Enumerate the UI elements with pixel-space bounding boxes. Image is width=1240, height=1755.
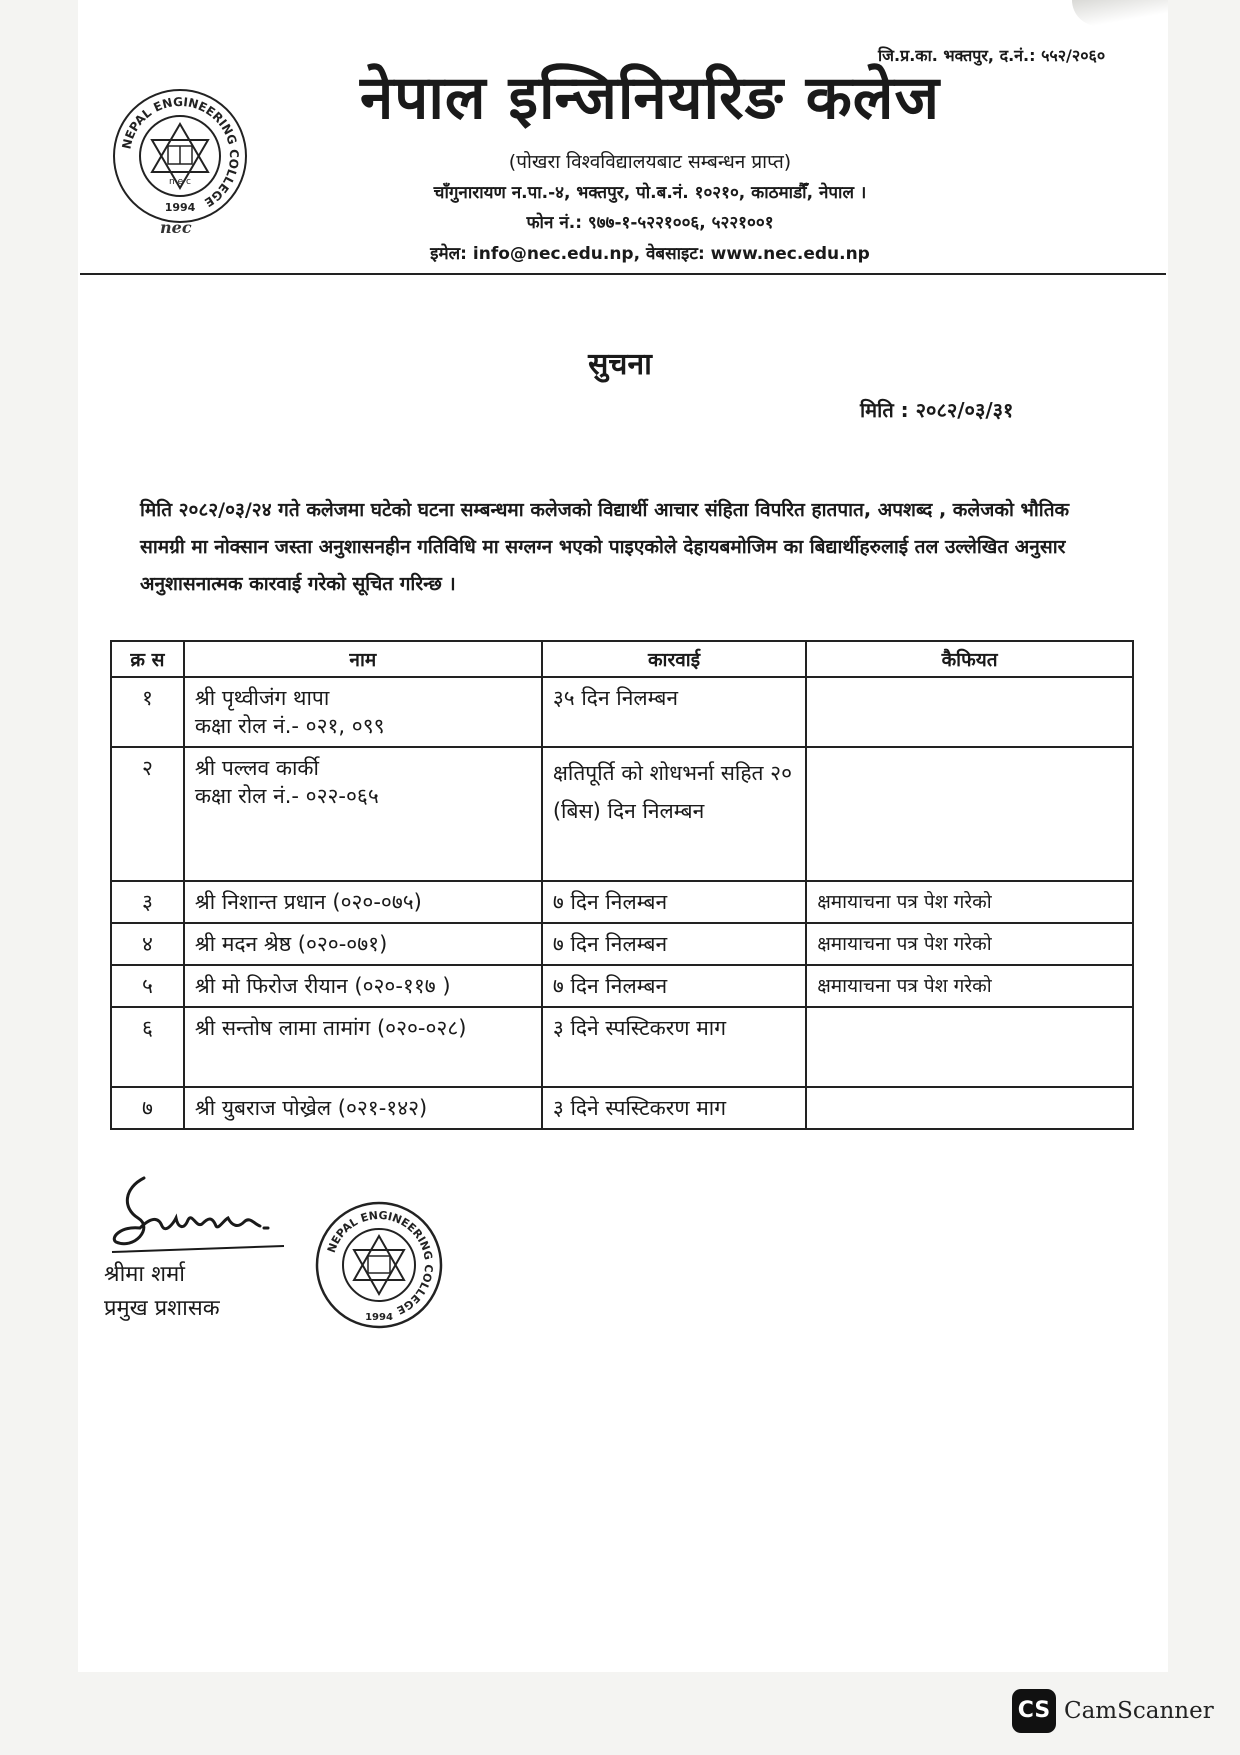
phone-numbers: फोन नं.: ९७७-१-५२२१००६, ५२२१००१ (526, 213, 774, 233)
header-remarks: कैफियत (806, 641, 1133, 677)
affiliation: (पोखरा विश्वविद्यालयबाट सम्बन्धन प्राप्त) (508, 151, 792, 173)
table-row (111, 965, 1133, 1007)
logo-ring-text: NEPAL ENGINEERING COLLEGE (119, 94, 242, 210)
row-name: श्री निशान्त प्रधान (०२०-०७५) (184, 881, 542, 923)
page-corner-fold (1072, 0, 1168, 26)
row-action: ३ दिने स्पस्टिकरण माग (542, 1007, 806, 1087)
notice-date: मिति : २०८२/०३/३१ (860, 398, 1014, 422)
table-header-row (111, 641, 1133, 677)
logo-letters: n e c (169, 177, 191, 187)
notice-title: सुचना (588, 347, 652, 382)
row-serial: ३ (111, 881, 184, 923)
disciplinary-action-table (110, 640, 1134, 1130)
row-action: ७ दिन निलम्बन (542, 923, 806, 965)
row-serial: १ (111, 677, 184, 747)
seal-ring-text: NEPAL ENGINEERING COLLEGE (324, 1208, 436, 1317)
table-row (111, 747, 1133, 881)
row-action: ७ दिन निलम्बन (542, 965, 806, 1007)
row-roll: कक्षा रोल नं.- ०२२-०६५ (194, 784, 379, 808)
seal-year: 1994 (365, 1312, 393, 1323)
row-name-cell (184, 677, 542, 747)
college-seal-stamp (312, 1198, 446, 1332)
table-row (111, 923, 1133, 965)
row-remarks (806, 1087, 1133, 1129)
row-name: श्री युबराज पोख्रेल (०२१-१४२) (184, 1087, 542, 1129)
row-remarks: क्षमायाचना पत्र पेश गरेको (806, 881, 1133, 923)
row-name: श्री मो फिरोज रीयान (०२०-११७ ) (184, 965, 542, 1007)
notice-body: मिति २०८२/०३/२४ गते कलेजमा घटेको घटना सम्बन्धमा कलेजको विद्यार्थी आचार संहिता विपरित हातपात, अपशब्द , कलेजको भौतिक सामग्री मा नोक्सान जस्ता अनुशासनहीन गतिविधि मा सग्लग्न भएको पाइएकोले देहायबमोजिम का बिद्यार्थीहरुलाई तल उल्लेखित अनुसार अनुशासनात्मक कारवाई गरेको सूचित गरिन्छ । (140, 499, 1070, 595)
header-action: कारवाई (542, 641, 806, 677)
header-divider (80, 273, 1166, 275)
row-action: क्षतिपूर्ति को शोधभर्ना सहित २० (बिस) दिन निलम्बन (542, 747, 806, 881)
college-name: नेपाल इन्जिनियरिङ कलेज (360, 63, 940, 133)
table-row (111, 1087, 1133, 1129)
row-serial: ५ (111, 965, 184, 1007)
row-remarks (806, 1007, 1133, 1087)
table-row (111, 881, 1133, 923)
signatory-title: प्रमुख प्रशासक (104, 1296, 220, 1321)
row-action: ३ दिने स्पस्टिकरण माग (542, 1087, 806, 1129)
row-remarks: क्षमायाचना पत्र पेश गरेको (806, 965, 1133, 1007)
table-row (111, 677, 1133, 747)
row-remarks (806, 747, 1133, 881)
row-action: ७ दिन निलम्बन (542, 881, 806, 923)
row-serial: ७ (111, 1087, 184, 1129)
camscanner-logo: CS (1012, 1689, 1056, 1733)
college-address: चाँगुनारायण न.पा.-४, भक्तपुर, पो.ब.नं. १०२१०, काठमाडौँ, नेपाल । (433, 183, 867, 203)
row-serial: २ (111, 747, 184, 881)
row-serial: ६ (111, 1007, 184, 1087)
row-roll: कक्षा रोल नं.- ०२१, ०९९ (194, 714, 385, 738)
row-remarks (806, 677, 1133, 747)
row-action: ३५ दिन निलम्बन (542, 677, 806, 747)
row-name-cell (184, 747, 542, 881)
logo-year: 1994 (164, 201, 196, 214)
row-serial: ४ (111, 923, 184, 965)
email-website: इमेल: info@nec.edu.np, वेबसाइट: www.nec.edu.np (430, 244, 870, 264)
signatory-name: श्रीमा शर्मा (104, 1262, 185, 1287)
college-logo (110, 86, 250, 226)
row-name: श्री पल्लव कार्की (194, 756, 319, 780)
logo-caption: nec (160, 218, 192, 237)
row-name: श्री सन्तोष लामा तामांग (०२०-०२८) (184, 1007, 542, 1087)
header-name: नाम (184, 641, 542, 677)
header-serial: क्र स (111, 641, 184, 677)
handwritten-signature (104, 1168, 304, 1258)
row-remarks: क्षमायाचना पत्र पेश गरेको (806, 923, 1133, 965)
row-name: श्री पृथ्वीजंग थापा (194, 686, 330, 710)
camscanner-watermark: CamScanner (1064, 1698, 1214, 1724)
registration-number: जि.प्र.का. भक्तपुर, द.नं.: ५५२/२०६० (878, 46, 1106, 65)
row-name: श्री मदन श्रेष्ठ (०२०-०७१) (184, 923, 542, 965)
table-row (111, 1007, 1133, 1087)
